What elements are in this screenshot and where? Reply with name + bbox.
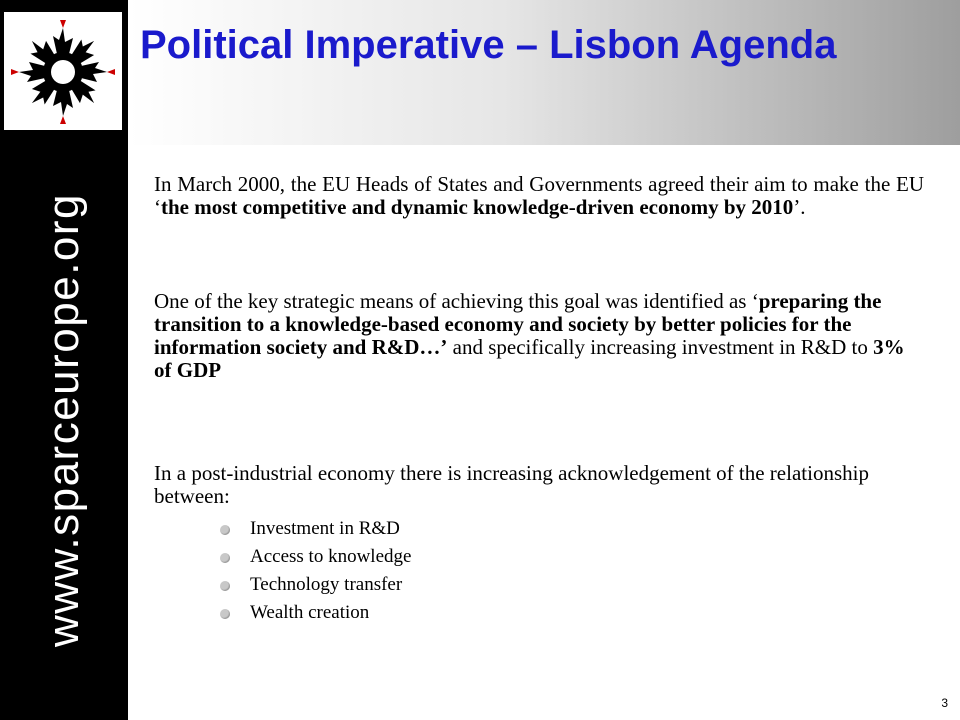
paragraph-post-industrial: In a post-industrial economy there is increasing acknowledgement of the relationship between: (154, 461, 869, 508)
paragraph-lisbon-aim (154, 173, 924, 219)
bullet-item: Access to knowledge (220, 543, 411, 571)
p2-text-1: One of the key strategic means of achieving this goal was identified as ‘ (154, 289, 759, 313)
p1-text-2: ’. (793, 195, 806, 219)
p2-bold-2: 3% of GDP (154, 335, 905, 382)
p1-bold-1: the most competitive and dynamic knowledge-driven economy by 2010 (161, 195, 794, 219)
p1-text-1: In March 2000, the EU Heads of States and Governments agreed their aim to make the EU ‘ (154, 172, 924, 219)
slide-title: Political Imperative – Lisbon Agenda (140, 23, 837, 67)
sidebar-url-container (0, 0, 128, 720)
p2-text-2: and specifically increasing investment in R&D to (447, 335, 874, 359)
page-number: 3 (941, 696, 948, 710)
bullet-list (220, 515, 411, 627)
paragraph-strategic-means (154, 290, 924, 382)
sidebar-url[interactable]: www.sparceurope.org (39, 192, 88, 648)
bullet-item: Technology transfer (220, 571, 411, 599)
bullet-item: Wealth creation (220, 599, 411, 627)
p2-bold-1: preparing the transition to a knowledge-based economy and society by better policies for the information society and R&D…’ (154, 289, 882, 359)
bullet-item: Investment in R&D (220, 515, 411, 543)
